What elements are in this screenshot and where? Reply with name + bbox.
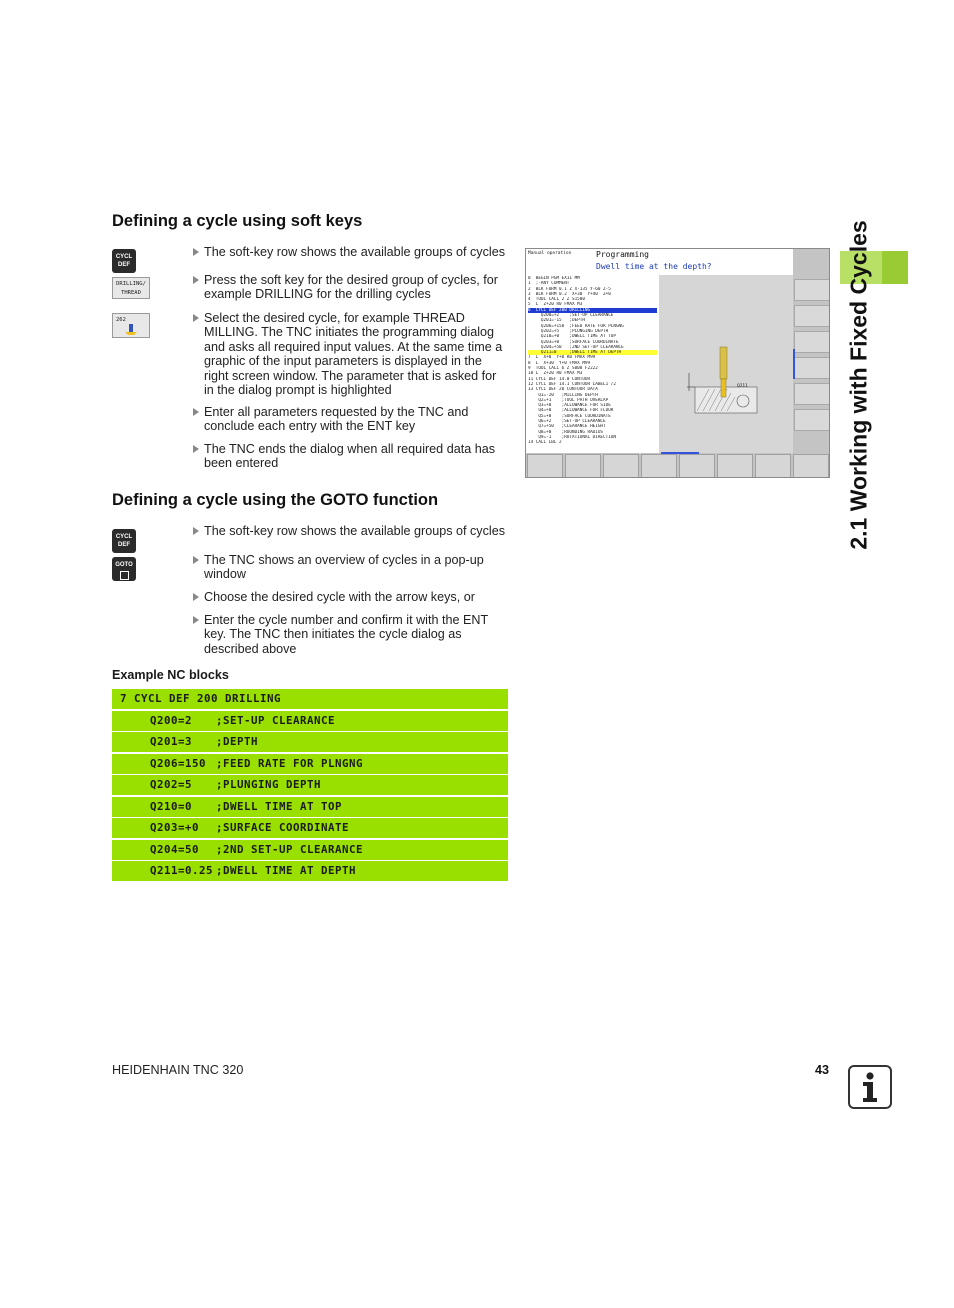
program-line: Q210=+0 ;DWELL TIME AT TOP [528, 334, 616, 340]
tnc-screen-screenshot [525, 248, 830, 478]
screen-scroll-indicator [793, 349, 795, 379]
program-line: Q202=+5 ;PLUNGING DEPTH [528, 328, 609, 334]
nc-block-row: Q203=+0 ;SURFACE COORDINATE [112, 818, 508, 838]
screen-header [594, 249, 793, 275]
nc-block-row: Q201=3 ;DEPTH [112, 732, 508, 752]
drilling-thread-softkey[interactable]: DRILLING/ THREAD [112, 277, 150, 299]
program-line: Q211=0 ;DWELL TIME AT DEPTH [528, 350, 657, 355]
thread-mill-icon [117, 324, 147, 336]
screen-program-label: Programming [596, 250, 649, 259]
list-item: The TNC shows an overview of cycles in a pop-up window [193, 553, 509, 582]
screen-help-graphic [659, 275, 793, 453]
drill-cycle-graphic [659, 275, 793, 453]
screen-horizontal-softkeys [526, 453, 830, 478]
program-line: 14 CALL LBL 2 [528, 440, 562, 446]
section1-heading: Defining a cycle using soft keys [112, 212, 363, 230]
program-line: 13 CYCL DEF 20 CONTOUR DATA [528, 387, 598, 393]
list-item: The TNC ends the dialog when all required data has been entered [193, 442, 509, 471]
list-item: The soft-key row shows the available groups of cycles [193, 245, 509, 259]
nc-block-row: Q202=5 ;PLUNGING DEPTH [112, 775, 508, 795]
program-line: Q1=-20 ;MILLING DEPTH [528, 392, 598, 398]
nc-block-row: Q200=2 ;SET-UP CLEARANCE [112, 711, 508, 731]
program-line: 1 ;-ANY COMMENT [528, 281, 570, 287]
program-line: Q200=+2 ;SET-UP CLEARANCE [528, 313, 614, 319]
cycl-def-key[interactable]: CYCL DEF [112, 529, 136, 553]
example-heading: Example NC blocks [112, 668, 229, 682]
chapter-title-text: 2.1 Working with Fixed Cycles [845, 220, 872, 550]
list-item: Press the soft key for the desired group of cycles, for example DRILLING for the drilling cycles [193, 273, 509, 302]
chapter-side-title [836, 220, 882, 550]
list-item: The soft-key row shows the available groups of cycles [193, 524, 509, 538]
cycl-def-key[interactable]: CYCL DEF [112, 249, 136, 273]
program-line: Q3=+0 ;ALLOWANCE FOR SIDE [528, 403, 611, 409]
program-line: Q5=+0 ;SURFACE COORDINATE [528, 413, 611, 419]
list-item: Enter the cycle number and confirm it with the ENT key. The TNC then initiates the cycle dialog as described above [193, 613, 509, 656]
screen-mode-label: Manual operation [526, 249, 594, 275]
list-item: Select the desired cycle, for example THREAD MILLING. The TNC initiates the programming dialog and asks all required input values. At the same time a graphic of the input parameters is displayed in the right screen window. The parameter that is asked for in the dialog prompt is highlighted [193, 311, 509, 397]
screen-prompt: Dwell time at the depth? [596, 262, 712, 271]
program-line: 4 TOOL CALL 2 Z S1500 [528, 297, 585, 303]
program-line: Q9=-1 ;ROTATIONAL DIRECTION [528, 434, 616, 440]
program-line: Q4=+0 ;ALLOWANCE FOR FLOOR [528, 408, 614, 414]
program-line: Q201=-15 ;DEPTH [528, 318, 585, 324]
list-item: Choose the desired cycle with the arrow keys, or [193, 590, 509, 604]
screen-vertical-softkeys [793, 249, 830, 453]
nc-block-row: 7 CYCL DEF 200 DRILLING [112, 689, 508, 709]
program-line: 9 TOOL CALL 6 Z S000 F2222 [528, 366, 598, 372]
goto-square-icon [120, 571, 129, 580]
cycle-262-softkey[interactable]: 262 [112, 313, 150, 338]
program-line: Q2=+1 ;TOOL PATH OVERLAP [528, 397, 609, 403]
program-line: 5 L Z+20 R0 FMAX M3 [528, 302, 583, 308]
screen-program-listing [526, 275, 659, 453]
program-line: Q203=+0 ;SURFACE COORDINATE [528, 339, 619, 345]
program-line: Q204=+50 ;2ND SET-UP CLEARANCE [528, 344, 624, 350]
footer-product: HEIDENHAIN TNC 320 [112, 1063, 244, 1077]
chapter-tab [882, 251, 908, 284]
nc-block-row: Q204=50 ;2ND SET-UP CLEARANCE [112, 840, 508, 860]
program-line: 2 BLK FORM 0.1 Z X-135 Y-60 Z-5 [528, 286, 611, 292]
program-line: Q206=+150 ;FEED RATE FOR PLNGNG [528, 323, 624, 329]
program-line: 3 BLK FORM 0.2 X+30 Y+40 Z+0 [528, 291, 611, 297]
program-line: Q7=+50 ;CLEARANCE HEIGHT [528, 424, 606, 430]
program-line: 10 L Z+20 R0 FMAX M3 [528, 371, 583, 377]
screen-active-softkey-marker [661, 452, 699, 454]
program-line: 8 L X+30 Y+0 FMAX M99 [528, 360, 591, 366]
goto-key[interactable]: GOTO [112, 557, 136, 581]
info-icon [848, 1065, 892, 1109]
program-line: 7 L X+0 Y+0 R0 FMAX M99 [528, 355, 596, 361]
graphic-q211-label: Q211 [737, 384, 748, 389]
page-number: 43 [815, 1063, 830, 1077]
program-line: 11 CYCL DEF 14.0 CONTOUR [528, 376, 591, 382]
nc-block-row: Q206=150 ;FEED RATE FOR PLNGNG [112, 754, 508, 774]
nc-block-row: Q210=0 ;DWELL TIME AT TOP [112, 797, 508, 817]
program-line: 0 BEGIN PGM EX11 MM [528, 276, 580, 281]
program-line: Q6=+2 ;SET-UP CLEARANCE [528, 419, 606, 425]
list-item: Enter all parameters requested by the TNC and conclude each entry with the ENT key [193, 405, 509, 434]
program-line: 6 CYCL DEF 200 DRILLING [528, 308, 657, 313]
program-line: 12 CYCL DEF 14.1 CONTOUR LABEL1 /2 [528, 381, 616, 387]
section2-heading: Defining a cycle using the GOTO function [112, 491, 439, 509]
nc-block-row: Q211=0.25 ;DWELL TIME AT DEPTH [112, 861, 508, 881]
program-line: Q8=+0 ;ROUNDING RADIUS [528, 429, 604, 435]
